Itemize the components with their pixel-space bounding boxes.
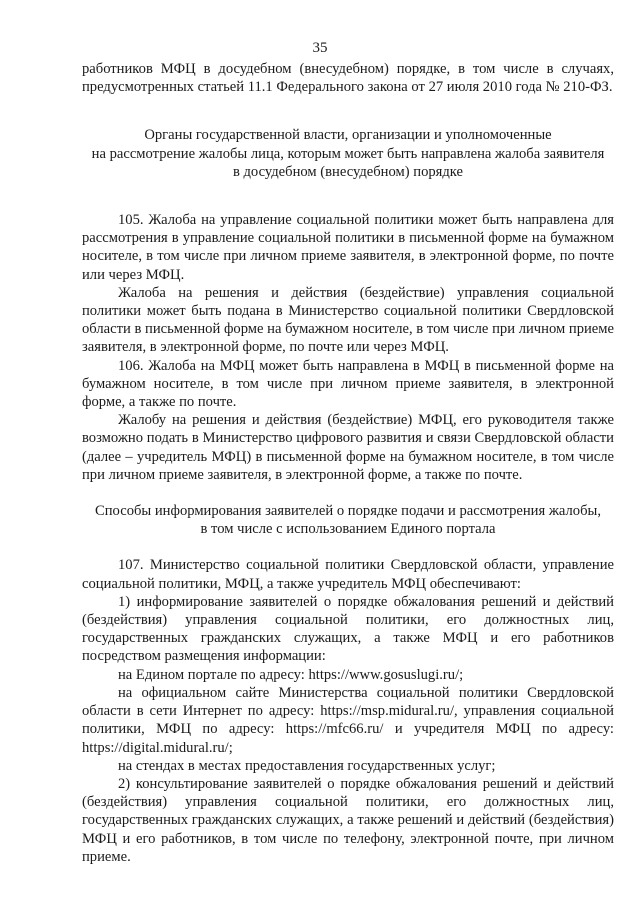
- heading-line: на рассмотрение жалобы лица, которым может быть направлена жалоба заявителя: [91, 145, 605, 162]
- document-body: [82, 60, 614, 866]
- section-heading-informing-methods: [82, 502, 614, 538]
- heading-line: Органы государственной власти, организации и уполномоченные: [144, 127, 552, 144]
- paragraph-105-appeal: Жалоба на решения и действия (бездействие) управления социальной политики может быть подана в Министерство социальной политики Свердловской области в письменной форме на бумажном носителе, в том числе при личном приеме заявителя, в электронной форме, по почте или через МФЦ.: [82, 284, 614, 356]
- paragraph-107-item-2: 2) консультирование заявителей о порядке обжалования решений и действий (бездействия) управления социальной политики, его должностных лиц, государственных гражданских служащих, а также решений и действий (бездействия) МФЦ и его работников, в том числе по телефону, электронной почте, при личном приеме.: [82, 775, 614, 865]
- heading-line: в том числе с использованием Единого портала: [200, 521, 496, 538]
- section-heading-complaint-bodies: [82, 126, 614, 181]
- intro-paragraph: работников МФЦ в досудебном (внесудебном) порядке, в том числе в случаях, предусмотренных статьей 11.1 Федерального закона от 27 июля 2010 года № 210-ФЗ.: [82, 61, 614, 96]
- paragraph-gosuslugi: на Едином портале по адресу: https://www.gosuslugi.ru/;: [118, 666, 464, 683]
- paragraph-106-appeal: Жалобу на решения и действия (бездействие) МФЦ, его руководителя также возможно подать в Министерство цифрового развития и связи Свердловской области (далее – учредитель МФЦ) в письменной форме на бумажном носителе, в том числе при личном приеме заявителя, в электронной форме, а также по почте.: [82, 412, 614, 483]
- paragraph-official-sites: на официальном сайте Министерства социальной политики Свердловской области в сети Интернет по адресу: https://msp.midural.ru/, управления социальной политики, МФЦ по адресу: https://mfc66.ru/ и учредителя МФЦ по адресу: https://digital.midural.ru/;: [82, 684, 614, 756]
- heading-line: Способы информирования заявителей о порядке подачи и рассмотрения жалобы,: [95, 503, 601, 520]
- paragraph-107: 107. Министерство социальной политики Свердловской области, управление социальной политики, МФЦ, а также учредитель МФЦ обеспечивают:: [82, 557, 614, 592]
- paragraph-stands: на стендах в местах предоставления государственных услуг;: [118, 757, 496, 774]
- paragraph-105: 105. Жалоба на управление социальной политики может быть направлена для рассмотрения в управление социальной политики в письменной форме на бумажном носителе, в том числе при личном приеме заявителя, в электронной форме, по почте или через МФЦ.: [82, 212, 614, 283]
- heading-line: в досудебном (внесудебном) порядке: [232, 163, 464, 180]
- paragraph-106: 106. Жалоба на МФЦ может быть направлена в МФЦ в письменной форме на бумажном носителе, в том числе при личном приеме заявителя, в электронной форме, а также по почте.: [82, 357, 614, 411]
- page-number: 35: [312, 40, 328, 56]
- paragraph-107-item-1: 1) информирование заявителей о порядке обжалования решений и действий (бездействия) управления социальной политики, его должностных лиц, государственных гражданских служащих, а также МФЦ и его работников посредством размещения информации:: [82, 593, 614, 665]
